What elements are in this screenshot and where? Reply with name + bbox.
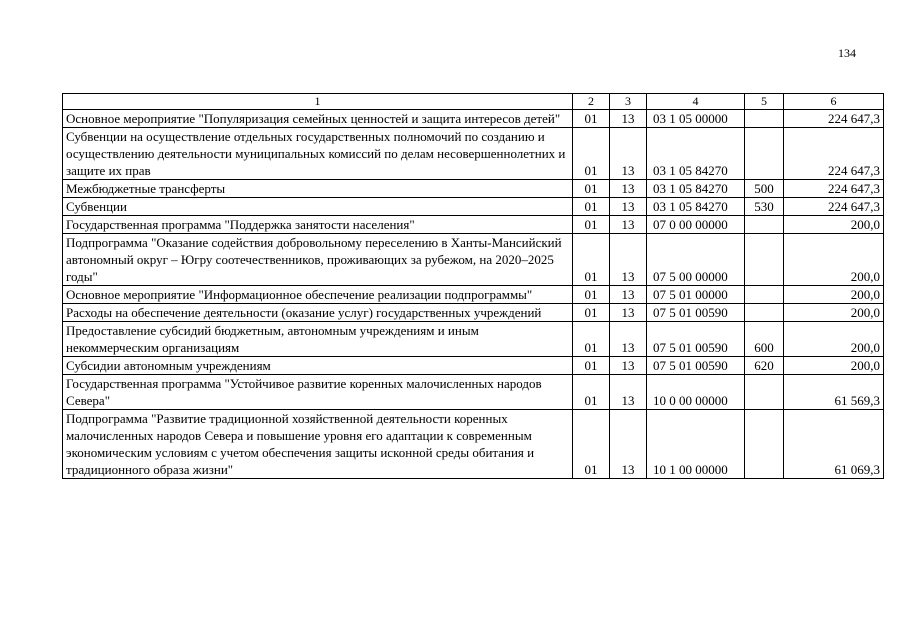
expense-type-cell [745,410,784,479]
target-article-cell: 03 1 05 00000 [647,110,745,128]
subsection-cell: 13 [610,110,647,128]
table-row [63,357,884,375]
subsection-cell: 13 [610,216,647,234]
name-cell: Расходы на обеспечение деятельности (оказание услуг) государственных учреждений [63,304,573,322]
table-row [63,304,884,322]
target-article-cell: 07 5 01 00590 [647,322,745,357]
page-number: 134 [838,46,856,60]
header-cell-name: 1 [63,94,573,110]
amount-cell: 200,0 [784,234,884,286]
expense-type-cell [745,128,784,180]
subsection-cell: 13 [610,286,647,304]
target-article-cell: 03 1 05 84270 [647,180,745,198]
expense-type-cell: 620 [745,357,784,375]
amount-cell: 200,0 [784,357,884,375]
target-article-cell: 10 1 00 00000 [647,410,745,479]
section-cell: 01 [573,304,610,322]
target-article-cell: 03 1 05 84270 [647,128,745,180]
target-article-cell: 03 1 05 84270 [647,198,745,216]
expense-type-cell [745,110,784,128]
table-header-row [63,94,884,110]
subsection-cell: 13 [610,304,647,322]
name-cell: Субсидии автономным учреждениям [63,357,573,375]
table-row [63,216,884,234]
table-row [63,110,884,128]
section-cell: 01 [573,198,610,216]
section-cell: 01 [573,375,610,410]
table-row [63,410,884,479]
expense-type-cell [745,234,784,286]
section-cell: 01 [573,180,610,198]
amount-cell: 61 069,3 [784,410,884,479]
subsection-cell: 13 [610,128,647,180]
name-cell: Предоставление субсидий бюджетным, автономным учреждениям и иным некоммерческим организациям [63,322,573,357]
amount-cell: 200,0 [784,322,884,357]
subsection-cell: 13 [610,410,647,479]
table-row [63,286,884,304]
subsection-cell: 13 [610,357,647,375]
target-article-cell: 07 5 01 00590 [647,304,745,322]
expense-type-cell [745,286,784,304]
section-cell: 01 [573,216,610,234]
target-article-cell: 07 0 00 00000 [647,216,745,234]
section-cell: 01 [573,286,610,304]
header-cell-subsection: 3 [610,94,647,110]
section-cell: 01 [573,410,610,479]
budget-table [62,93,884,479]
header-cell-expense-type: 5 [745,94,784,110]
name-cell: Субвенции [63,198,573,216]
target-article-cell: 07 5 01 00590 [647,357,745,375]
section-cell: 01 [573,110,610,128]
expense-type-cell [745,375,784,410]
name-cell: Основное мероприятие "Популяризация семейных ценностей и защита интересов детей" [63,110,573,128]
expense-type-cell [745,216,784,234]
subsection-cell: 13 [610,198,647,216]
table-row [63,180,884,198]
subsection-cell: 13 [610,375,647,410]
amount-cell: 224 647,3 [784,180,884,198]
expense-type-cell: 500 [745,180,784,198]
table-row [63,234,884,286]
section-cell: 01 [573,357,610,375]
name-cell: Основное мероприятие "Информационное обеспечение реализации подпрограммы" [63,286,573,304]
table-row [63,198,884,216]
name-cell: Субвенции на осуществление отдельных государственных полномочий по созданию и осуществлению деятельности муниципальных комиссий по делам несовершеннолетних и защите их прав [63,128,573,180]
name-cell: Межбюджетные трансферты [63,180,573,198]
subsection-cell: 13 [610,180,647,198]
amount-cell: 200,0 [784,286,884,304]
table-row [63,322,884,357]
amount-cell: 200,0 [784,216,884,234]
target-article-cell: 10 0 00 00000 [647,375,745,410]
name-cell: Подпрограмма "Оказание содействия добровольному переселению в Ханты-Мансийский автономный округ – Югру соотечественников, проживающих за рубежом, на 2020–2025 годы" [63,234,573,286]
target-article-cell: 07 5 00 00000 [647,234,745,286]
amount-cell: 224 647,3 [784,128,884,180]
table-row [63,128,884,180]
expense-type-cell: 530 [745,198,784,216]
subsection-cell: 13 [610,234,647,286]
subsection-cell: 13 [610,322,647,357]
amount-cell: 224 647,3 [784,110,884,128]
table-row [63,375,884,410]
amount-cell: 200,0 [784,304,884,322]
header-cell-amount: 6 [784,94,884,110]
header-cell-target-article: 4 [647,94,745,110]
expense-type-cell: 600 [745,322,784,357]
name-cell: Государственная программа "Поддержка занятости населения" [63,216,573,234]
target-article-cell: 07 5 01 00000 [647,286,745,304]
expense-type-cell [745,304,784,322]
section-cell: 01 [573,322,610,357]
name-cell: Подпрограмма "Развитие традиционной хозяйственной деятельности коренных малочисленных народов Севера и повышение уровня его адаптации к современным экономическим условиям с учетом обеспечения защиты исконной среды обитания и традиционного образа жизни" [63,410,573,479]
section-cell: 01 [573,234,610,286]
amount-cell: 224 647,3 [784,198,884,216]
header-cell-section: 2 [573,94,610,110]
section-cell: 01 [573,128,610,180]
amount-cell: 61 569,3 [784,375,884,410]
name-cell: Государственная программа "Устойчивое развитие коренных малочисленных народов Севера" [63,375,573,410]
